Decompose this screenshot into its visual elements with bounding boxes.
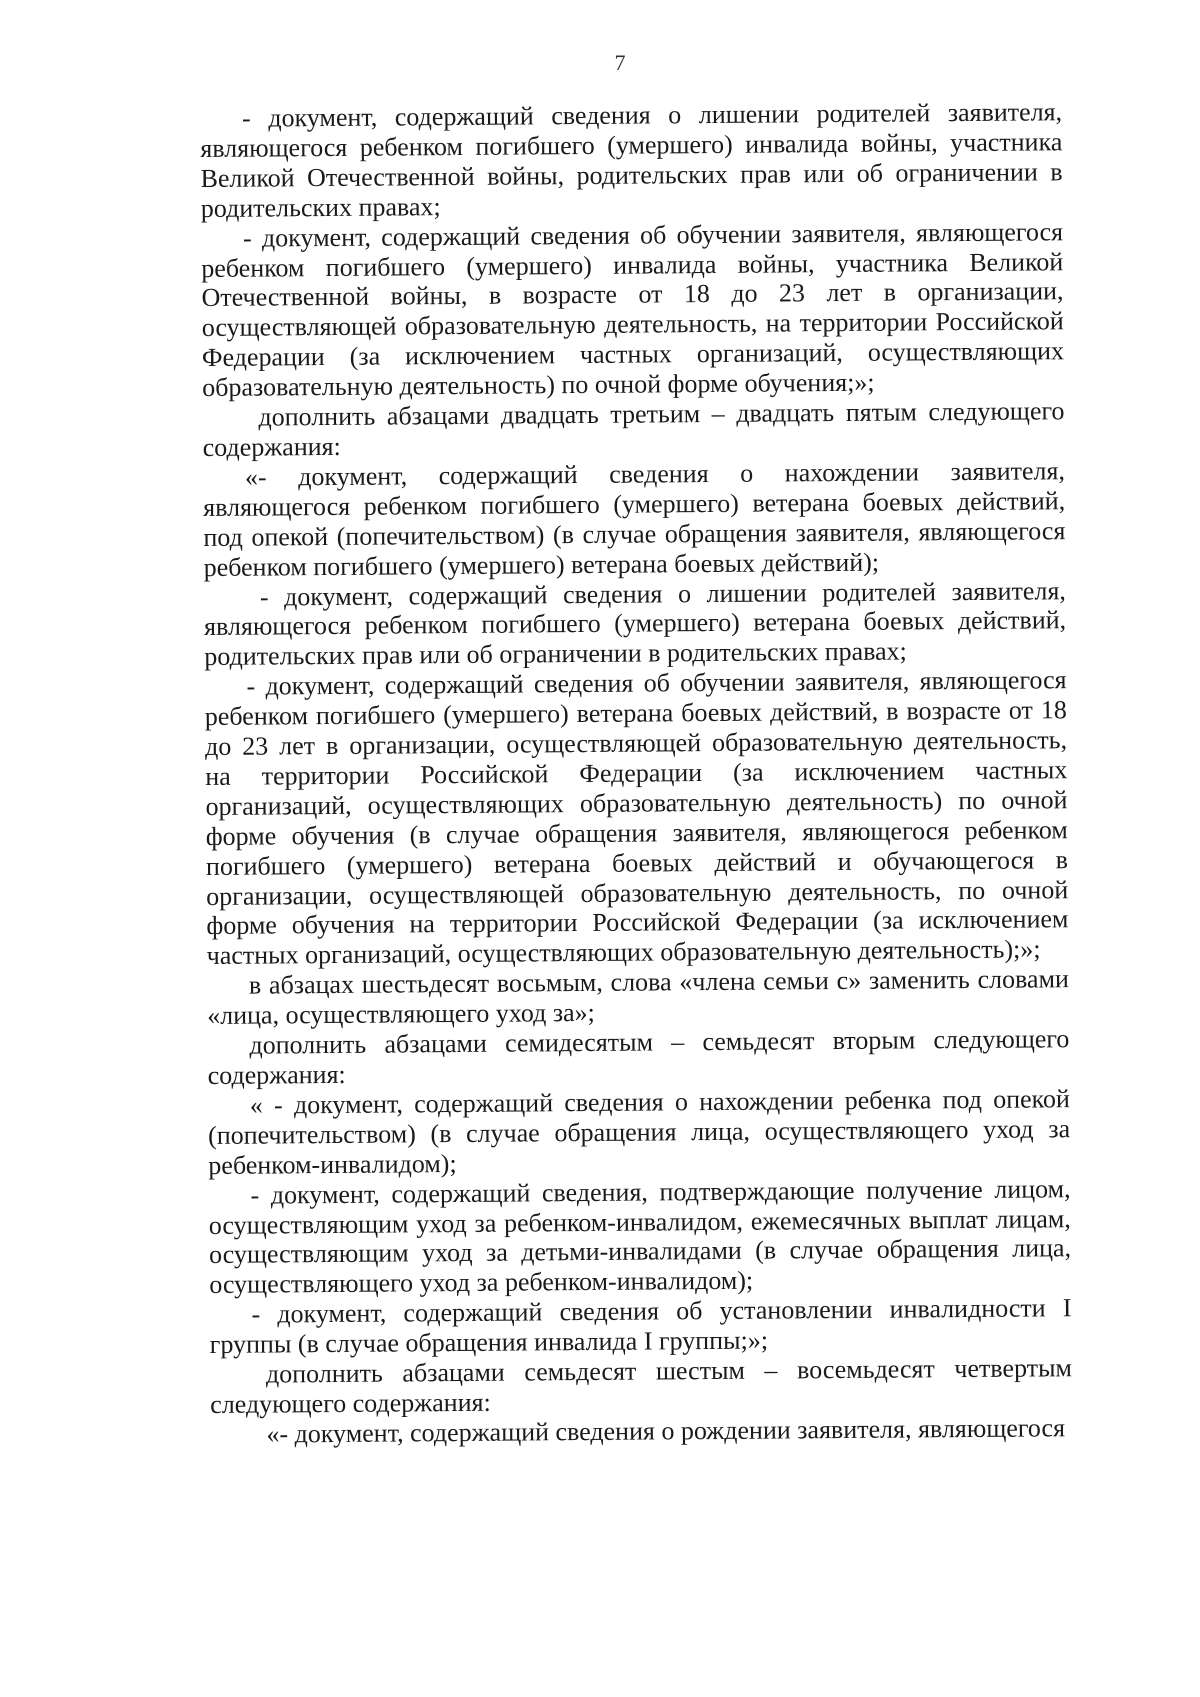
paragraph-13: «- документ, содержащий сведения о рождении заявителя, являющегося (266, 1413, 1066, 1449)
paragraph-2: - документ, содержащий сведения об обучении заявителя, являющегося ребенком погибшего (умершего) инвалида войны, участника Великой Отечественной войны, в возрасте от 18 до 23 лет в организации, осуществляющей образовательную деятельность, на территории Российской Федерации (за исключением частных организаций, осуществляющих образовательную деятельность) по очной форме обучения;»; (201, 216, 1065, 403)
paragraph-3: дополнить абзацами двадцать третьим – двадцать пятым следующего содержания: (202, 396, 1065, 462)
paragraph-10: - документ, содержащий сведения, подтверждающие получение лицом, осуществляющим уход за ребенком-инвалидом, ежемесячных выплат лицам, осуществляющим уход за детьми-инвалидами (в случае обращения лица, осуществляющего уход за ребенком-инвалидом); (208, 1173, 1072, 1300)
page-number: 7 (614, 50, 626, 75)
paragraph-12: дополнить абзацами семьдесят шестым – восемьдесят четвертым следующего содержания: (210, 1353, 1073, 1419)
paragraph-8: дополнить абзацами семидесятым – семьдесят вторым следующего содержания: (207, 1024, 1070, 1090)
paragraph-6: - документ, содержащий сведения об обучении заявителя, являющегося ребенком погибшего (умершего) ветерана боевых действий, в возрасте от 18 до 23 лет в организации, осуществляющей образовательную деятельность, на территории Российской Федерации (за исключением частных организаций, осуществляющих образовательную деятельность) по очной форме обучения (в случае обращения заявителя, являющегося ребенком погибшего (умершего) ветерана боевых действий и обучающегося в организации, осуществляющей образовательную деятельность, по очной форме обучения на территории Российской Федерации (за исключением частных организаций, осуществляющих образовательную деятельность);»; (204, 665, 1069, 971)
paragraph-7: в абзацах шестьдесят восьмым, слова «члена семьи с» заменить словами «лица, осуществляющего уход за»; (207, 964, 1070, 1031)
paragraph-5: - документ, содержащий сведения о лишении родителей заявителя, являющегося ребенком погибшего (умершего) ветерана боевых действий, родительских прав или об ограничении в родительских правах; (203, 575, 1067, 672)
paragraph-1: - документ, содержащий сведения о лишении родителей заявителя, являющегося ребенком погибшего (умершего) инвалида войны, участника Великой Отечественной войны, родительских прав или об ограничении в родительских правах; (200, 97, 1063, 223)
document-body (200, 97, 1073, 1450)
paragraph-11: - документ, содержащий сведения об установлении инвалидности I группы (в случае обращения инвалида I группы;»; (209, 1293, 1072, 1360)
paragraph-4: «- документ, содержащий сведения о нахождении заявителя, являющегося ребенком погибшего (умершего) ветерана боевых действий, под опекой (попечительством) (в случае обращения заявителя, являющегося ребенком погибшего (умершего) ветерана боевых действий); (203, 456, 1066, 582)
paragraph-9: « - документ, содержащий сведения о нахождении ребенка под опекой (попечительством) (в случае обращения лица, осуществляющего уход за ребенком-инвалидом); (207, 1084, 1071, 1180)
